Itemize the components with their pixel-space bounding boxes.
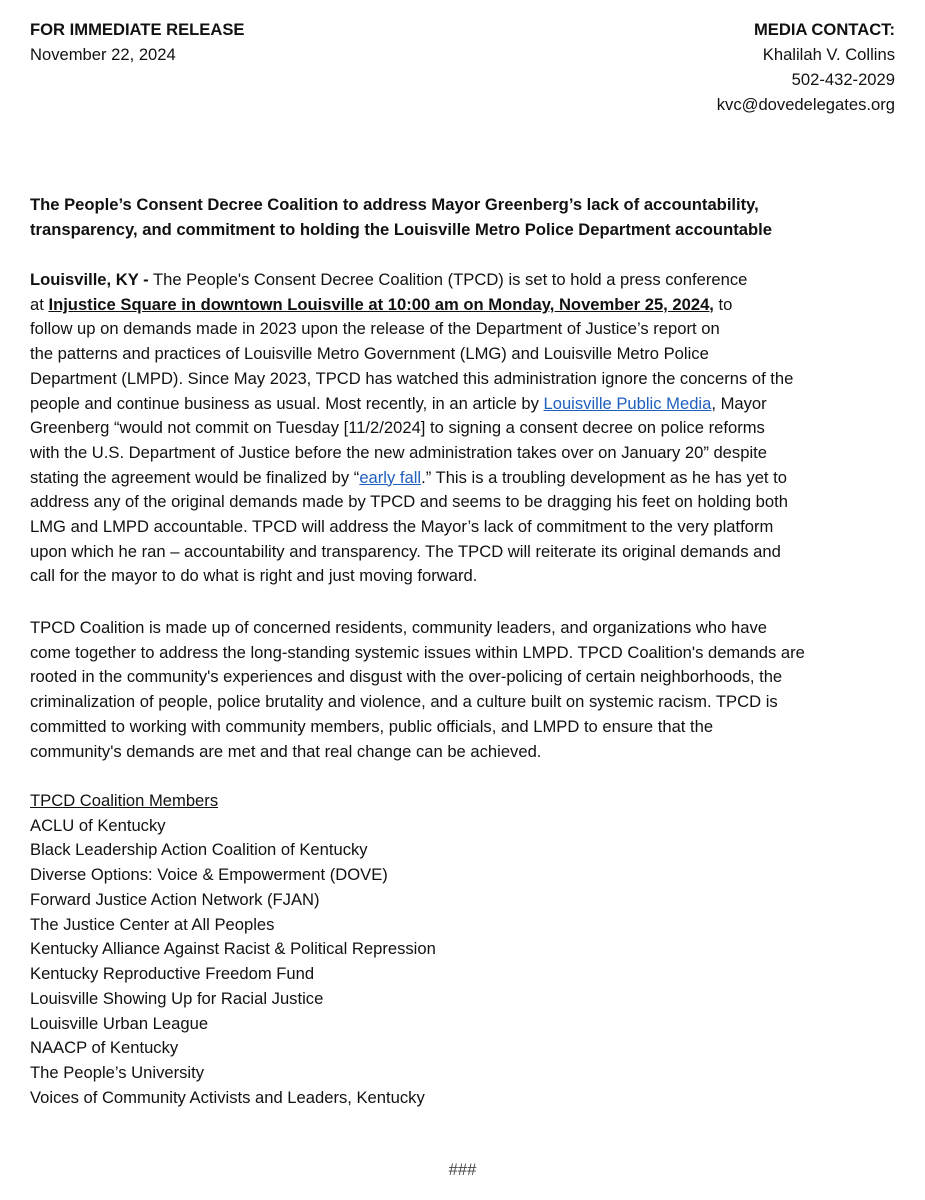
release-label: FOR IMMEDIATE RELEASE <box>30 20 245 39</box>
text-line: criminalization of people, police brutality and violence, and a culture built on systemic racism. TPCD is <box>30 692 778 712</box>
text: , Mayor <box>711 393 767 413</box>
text-line: Department (LMPD). Since May 2023, TPCD has watched this administration ignore the concerns of the <box>30 368 794 388</box>
member-item: Black Leadership Action Coalition of Kentucky <box>30 840 368 860</box>
text: at <box>30 294 49 314</box>
event-details: Injustice Square in downtown Louisville at 10:00 am on Monday, November 25, 2024, <box>48 294 714 314</box>
text-line: upon which he ran – accountability and transparency. The TPCD will reiterate its original demands and <box>30 541 781 561</box>
text: stating the agreement would be finalized by “ <box>30 467 360 487</box>
text-line: community's demands are met and that real change can be achieved. <box>30 741 542 761</box>
member-item: Forward Justice Action Network (FJAN) <box>30 889 320 909</box>
text: .” This is a troubling development as he has yet to <box>421 467 787 487</box>
louisville-public-media-link[interactable]: Louisville Public Media <box>543 393 712 413</box>
text-line: call for the mayor to do what is right and just moving forward. <box>30 566 478 586</box>
member-item: The Justice Center at All Peoples <box>30 914 275 934</box>
member-item: Voices of Community Activists and Leaders, Kentucky <box>30 1087 425 1107</box>
early-fall-link[interactable]: early fall <box>359 467 422 487</box>
end-mark: ### <box>448 1160 477 1179</box>
member-item: ACLU of Kentucky <box>30 815 166 835</box>
text: The People's Consent Decree Coalition (TPCD) is set to hold a press conference <box>148 270 748 289</box>
text-line: come together to address the long-standing systemic issues within LMPD. TPCD Coalition's demands are <box>30 642 805 662</box>
text-line: the patterns and practices of Louisville Metro Government (LMG) and Louisville Metro Police <box>30 344 709 364</box>
text-line: follow up on demands made in 2023 upon the release of the Department of Justice’s report on <box>30 319 720 339</box>
text-line: rooted in the community's experiences and disgust with the over-policing of certain neighborhoods, the <box>30 667 783 687</box>
contact-phone: 502-432-2029 <box>791 70 895 89</box>
text-line: Greenberg “would not commit on Tuesday [11/2/2024] to signing a consent decree on police reforms <box>30 418 765 438</box>
member-item: Kentucky Alliance Against Racist & Political Repression <box>30 939 436 959</box>
text-line: TPCD Coalition is made up of concerned residents, community leaders, and organizations who have <box>30 618 767 637</box>
text-line: address any of the original demands made by TPCD and seems to be dragging his feet on holding both <box>30 492 788 512</box>
text-line: with the U.S. Department of Justice before the new administration takes over on January 20” despite <box>30 442 767 462</box>
text-line: LMG and LMPD accountable. TPCD will address the Mayor’s lack of commitment to the very platform <box>30 517 774 536</box>
contact-name: Khalilah V. Collins <box>762 45 895 64</box>
contact-email: kvc@dovedelegates.org <box>716 95 895 114</box>
media-contact-label: MEDIA CONTACT: <box>753 20 895 39</box>
text-line: committed to working with community members, public officials, and LMPD to ensure that the <box>30 716 714 736</box>
member-item: Louisville Showing Up for Racial Justice <box>30 988 324 1008</box>
text: to <box>713 294 733 314</box>
member-item: The People’s University <box>30 1063 205 1083</box>
headline-line: The People’s Consent Decree Coalition to address Mayor Greenberg’s lack of accountability, <box>30 195 759 214</box>
headline-line: transparency, and commitment to holding the Louisville Metro Police Department accountable <box>30 220 772 239</box>
members-title: TPCD Coalition Members <box>30 791 219 810</box>
member-item: Louisville Urban League <box>30 1013 209 1033</box>
text: people and continue business as usual. Most recently, in an article by <box>30 393 544 413</box>
release-date: November 22, 2024 <box>30 45 176 64</box>
dateline: Louisville, KY - <box>30 270 149 289</box>
member-item: NAACP of Kentucky <box>30 1038 179 1058</box>
member-item: Diverse Options: Voice & Empowerment (DOVE) <box>30 865 388 885</box>
member-item: Kentucky Reproductive Freedom Fund <box>30 964 315 984</box>
